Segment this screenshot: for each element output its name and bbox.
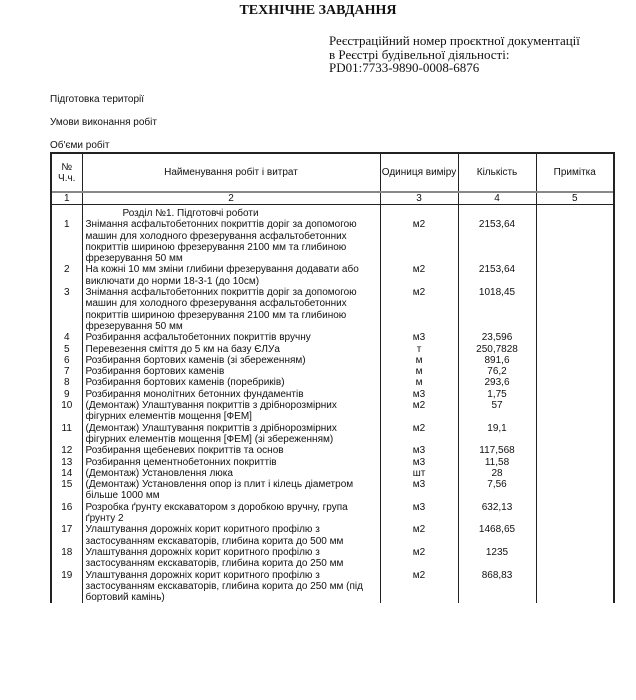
row-number: 6: [51, 355, 82, 366]
table-row: [51, 264, 614, 287]
row-work-name: Улаштування дорожніх корит коритного профілю з застосуванням екскаваторів, глибина корита до 500 мм: [82, 524, 380, 547]
row-quantity: 1468,65: [458, 524, 536, 547]
row-note: [536, 423, 614, 446]
table-row: [51, 219, 614, 264]
row-number: 14: [51, 468, 82, 479]
row-note: [536, 524, 614, 547]
row-unit: м2: [380, 264, 458, 287]
header-unit: Одиниця виміру: [380, 153, 458, 192]
row-work-name: Перевезення сміття до 5 км на базу ЄЛУа: [82, 344, 380, 355]
row-number: 3: [51, 287, 82, 332]
table-row: [51, 355, 614, 366]
table-row: [51, 400, 614, 423]
document-title: ТЕХНІЧНЕ ЗАВДАННЯ: [239, 3, 397, 18]
column-number: 3: [380, 192, 458, 205]
registration-line-2: в Реєстрі будівельної діяльності:: [329, 46, 510, 62]
row-work-name: Розробка ґрунту екскаватором з доробкою вручну, група ґрунту 2: [82, 502, 380, 525]
row-number: 5: [51, 344, 82, 355]
row-unit: м: [380, 366, 458, 377]
row-number: 9: [51, 389, 82, 400]
row-number: 13: [51, 457, 82, 468]
row-unit: м2: [380, 547, 458, 570]
row-note: [536, 332, 614, 343]
table-row: [51, 366, 614, 377]
row-unit: м: [380, 377, 458, 388]
row-note: [536, 457, 614, 468]
row-number: 11: [51, 423, 82, 446]
row-quantity: 2153,64: [458, 264, 536, 287]
row-quantity: 11,58: [458, 457, 536, 468]
row-note: [536, 287, 614, 332]
row-note: [536, 479, 614, 502]
row-unit: м2: [380, 524, 458, 547]
registration-block: [329, 34, 580, 75]
row-quantity: 891,6: [458, 355, 536, 366]
row-unit: м2: [380, 400, 458, 423]
column-number: 5: [536, 192, 614, 205]
row-work-name: (Демонтаж) Установлення люка: [82, 468, 380, 479]
row-quantity: 250,7828: [458, 344, 536, 355]
table-row: [51, 547, 614, 570]
table-row: [51, 457, 614, 468]
row-note: [536, 366, 614, 377]
table-row: [51, 524, 614, 547]
row-work-name: Розбирання бортових каменів: [82, 366, 380, 377]
header-quantity: Кількість: [458, 153, 536, 192]
row-quantity: 28: [458, 468, 536, 479]
row-unit: м3: [380, 457, 458, 468]
row-quantity: 293,6: [458, 377, 536, 388]
header-number: № Ч.ч.: [51, 153, 82, 192]
row-quantity: 76,2: [458, 366, 536, 377]
row-work-name: Розбирання бортових каменів (поребриків): [82, 377, 380, 388]
row-unit: м3: [380, 445, 458, 456]
row-work-name: Розбирання бортових каменів (зі збереженням): [82, 355, 380, 366]
row-quantity: 632,13: [458, 502, 536, 525]
row-work-name: На кожні 10 мм зміни глибини фрезерування додавати або виключати до норми 18-3-1 (до 10см): [82, 264, 380, 287]
row-note: [536, 547, 614, 570]
row-number: 2: [51, 264, 82, 287]
header-note: Примітка: [536, 153, 614, 192]
row-note: [536, 400, 614, 423]
row-work-name: (Демонтаж) Улаштування покриттів з дрібнорозмірних фігурних елементів мощення [ФЕМ]: [82, 400, 380, 423]
label-work-conditions: Умови виконання робіт: [50, 117, 157, 128]
row-number: 12: [51, 445, 82, 456]
row-quantity: 57: [458, 400, 536, 423]
row-note: [536, 355, 614, 366]
table-row: [51, 332, 614, 343]
row-note: [536, 389, 614, 400]
row-unit: м3: [380, 389, 458, 400]
table-row: [51, 344, 614, 355]
header-name: Найменування робіт і витрат: [82, 153, 380, 192]
row-unit: м3: [380, 502, 458, 525]
row-quantity: 1018,45: [458, 287, 536, 332]
table-row: [51, 287, 614, 332]
row-number: 15: [51, 479, 82, 502]
row-work-name: Розбирання щебеневих покриттів та основ: [82, 445, 380, 456]
row-work-name: (Демонтаж) Установлення опор із плит і кілець діаметром більше 1000 мм: [82, 479, 380, 502]
table-row: [51, 423, 614, 446]
table-row: [51, 502, 614, 525]
row-unit: м: [380, 355, 458, 366]
row-unit: м2: [380, 219, 458, 264]
row-work-name: Розбирання монолітних бетонних фундаментів: [82, 389, 380, 400]
table-row: [51, 468, 614, 479]
row-number: 18: [51, 547, 82, 570]
row-note: [536, 264, 614, 287]
column-number: 4: [458, 192, 536, 205]
row-work-name: Знімання асфальтобетонних покриттів доріг за допомогою машин для холодного фрезерування асфальтобетонних покриттів шириною фрезерування 2100 мм та глибиною фрезерування 50 мм: [82, 287, 380, 332]
row-note: [536, 344, 614, 355]
table-row: [51, 377, 614, 388]
row-note: [536, 468, 614, 479]
row-number: 10: [51, 400, 82, 423]
row-note: [536, 570, 614, 604]
row-unit: м2: [380, 570, 458, 604]
row-quantity: 117,568: [458, 445, 536, 456]
column-number: 1: [51, 192, 82, 205]
row-note: [536, 445, 614, 456]
table-row: [51, 389, 614, 400]
row-work-name: Улаштування дорожніх корит коритного профілю з застосуванням екскаваторів, глибина корита до 250 мм: [82, 547, 380, 570]
label-site-preparation: Підготовка території: [50, 94, 145, 105]
row-work-name: Улаштування дорожніх корит коритного профілю з застосуванням екскаваторів, глибина корита до 250 мм (під бортовий камінь): [82, 570, 380, 604]
section-title: Розділ №1. Підготовчі роботи: [122, 208, 259, 219]
row-number: 8: [51, 377, 82, 388]
row-unit: м3: [380, 332, 458, 343]
row-quantity: 7,56: [458, 479, 536, 502]
row-work-name: Розбирання асфальтобетонних покриттів вручну: [82, 332, 380, 343]
row-number: 7: [51, 366, 82, 377]
table-header-row: [51, 153, 614, 192]
row-quantity: 1235: [458, 547, 536, 570]
row-unit: шт: [380, 468, 458, 479]
column-numbers-row: [51, 192, 614, 205]
row-note: [536, 377, 614, 388]
row-unit: м2: [380, 423, 458, 446]
row-number: 4: [51, 332, 82, 343]
row-work-name: Розбирання цементнобетонних покриттів: [82, 457, 380, 468]
registration-number: PD01:7733-9890-0008-6876: [329, 60, 480, 75]
row-work-name: Знімання асфальтобетонних покриттів доріг за допомогою машин для холодного фрезерування асфальтобетонних покриттів шириною фрезерування 2100 мм та глибиною фрезерування 50 мм: [82, 219, 380, 264]
column-number: 2: [82, 192, 380, 205]
row-note: [536, 502, 614, 525]
row-work-name: (Демонтаж) Улаштування покриттів з дрібнорозмірних фігурних елементів мощення [ФЕМ] (зі збереженням): [82, 423, 380, 446]
row-quantity: 19,1: [458, 423, 536, 446]
label-work-volumes: Об'єми робіт: [50, 140, 110, 151]
works-table: [50, 152, 615, 603]
registration-line-1: Реєстраційний номер проєктної документації: [329, 33, 580, 48]
row-quantity: 2153,64: [458, 219, 536, 264]
row-number: 19: [51, 570, 82, 604]
table-row: [51, 570, 614, 604]
table-row: [51, 479, 614, 502]
row-number: 17: [51, 524, 82, 547]
row-note: [536, 219, 614, 264]
row-quantity: 23,596: [458, 332, 536, 343]
table-row: [51, 445, 614, 456]
row-quantity: 1,75: [458, 389, 536, 400]
row-unit: м3: [380, 479, 458, 502]
row-number: 1: [51, 219, 82, 264]
row-number: 16: [51, 502, 82, 525]
row-quantity: 868,83: [458, 570, 536, 604]
row-unit: т: [380, 344, 458, 355]
section-row: [51, 205, 614, 220]
row-unit: м2: [380, 287, 458, 332]
